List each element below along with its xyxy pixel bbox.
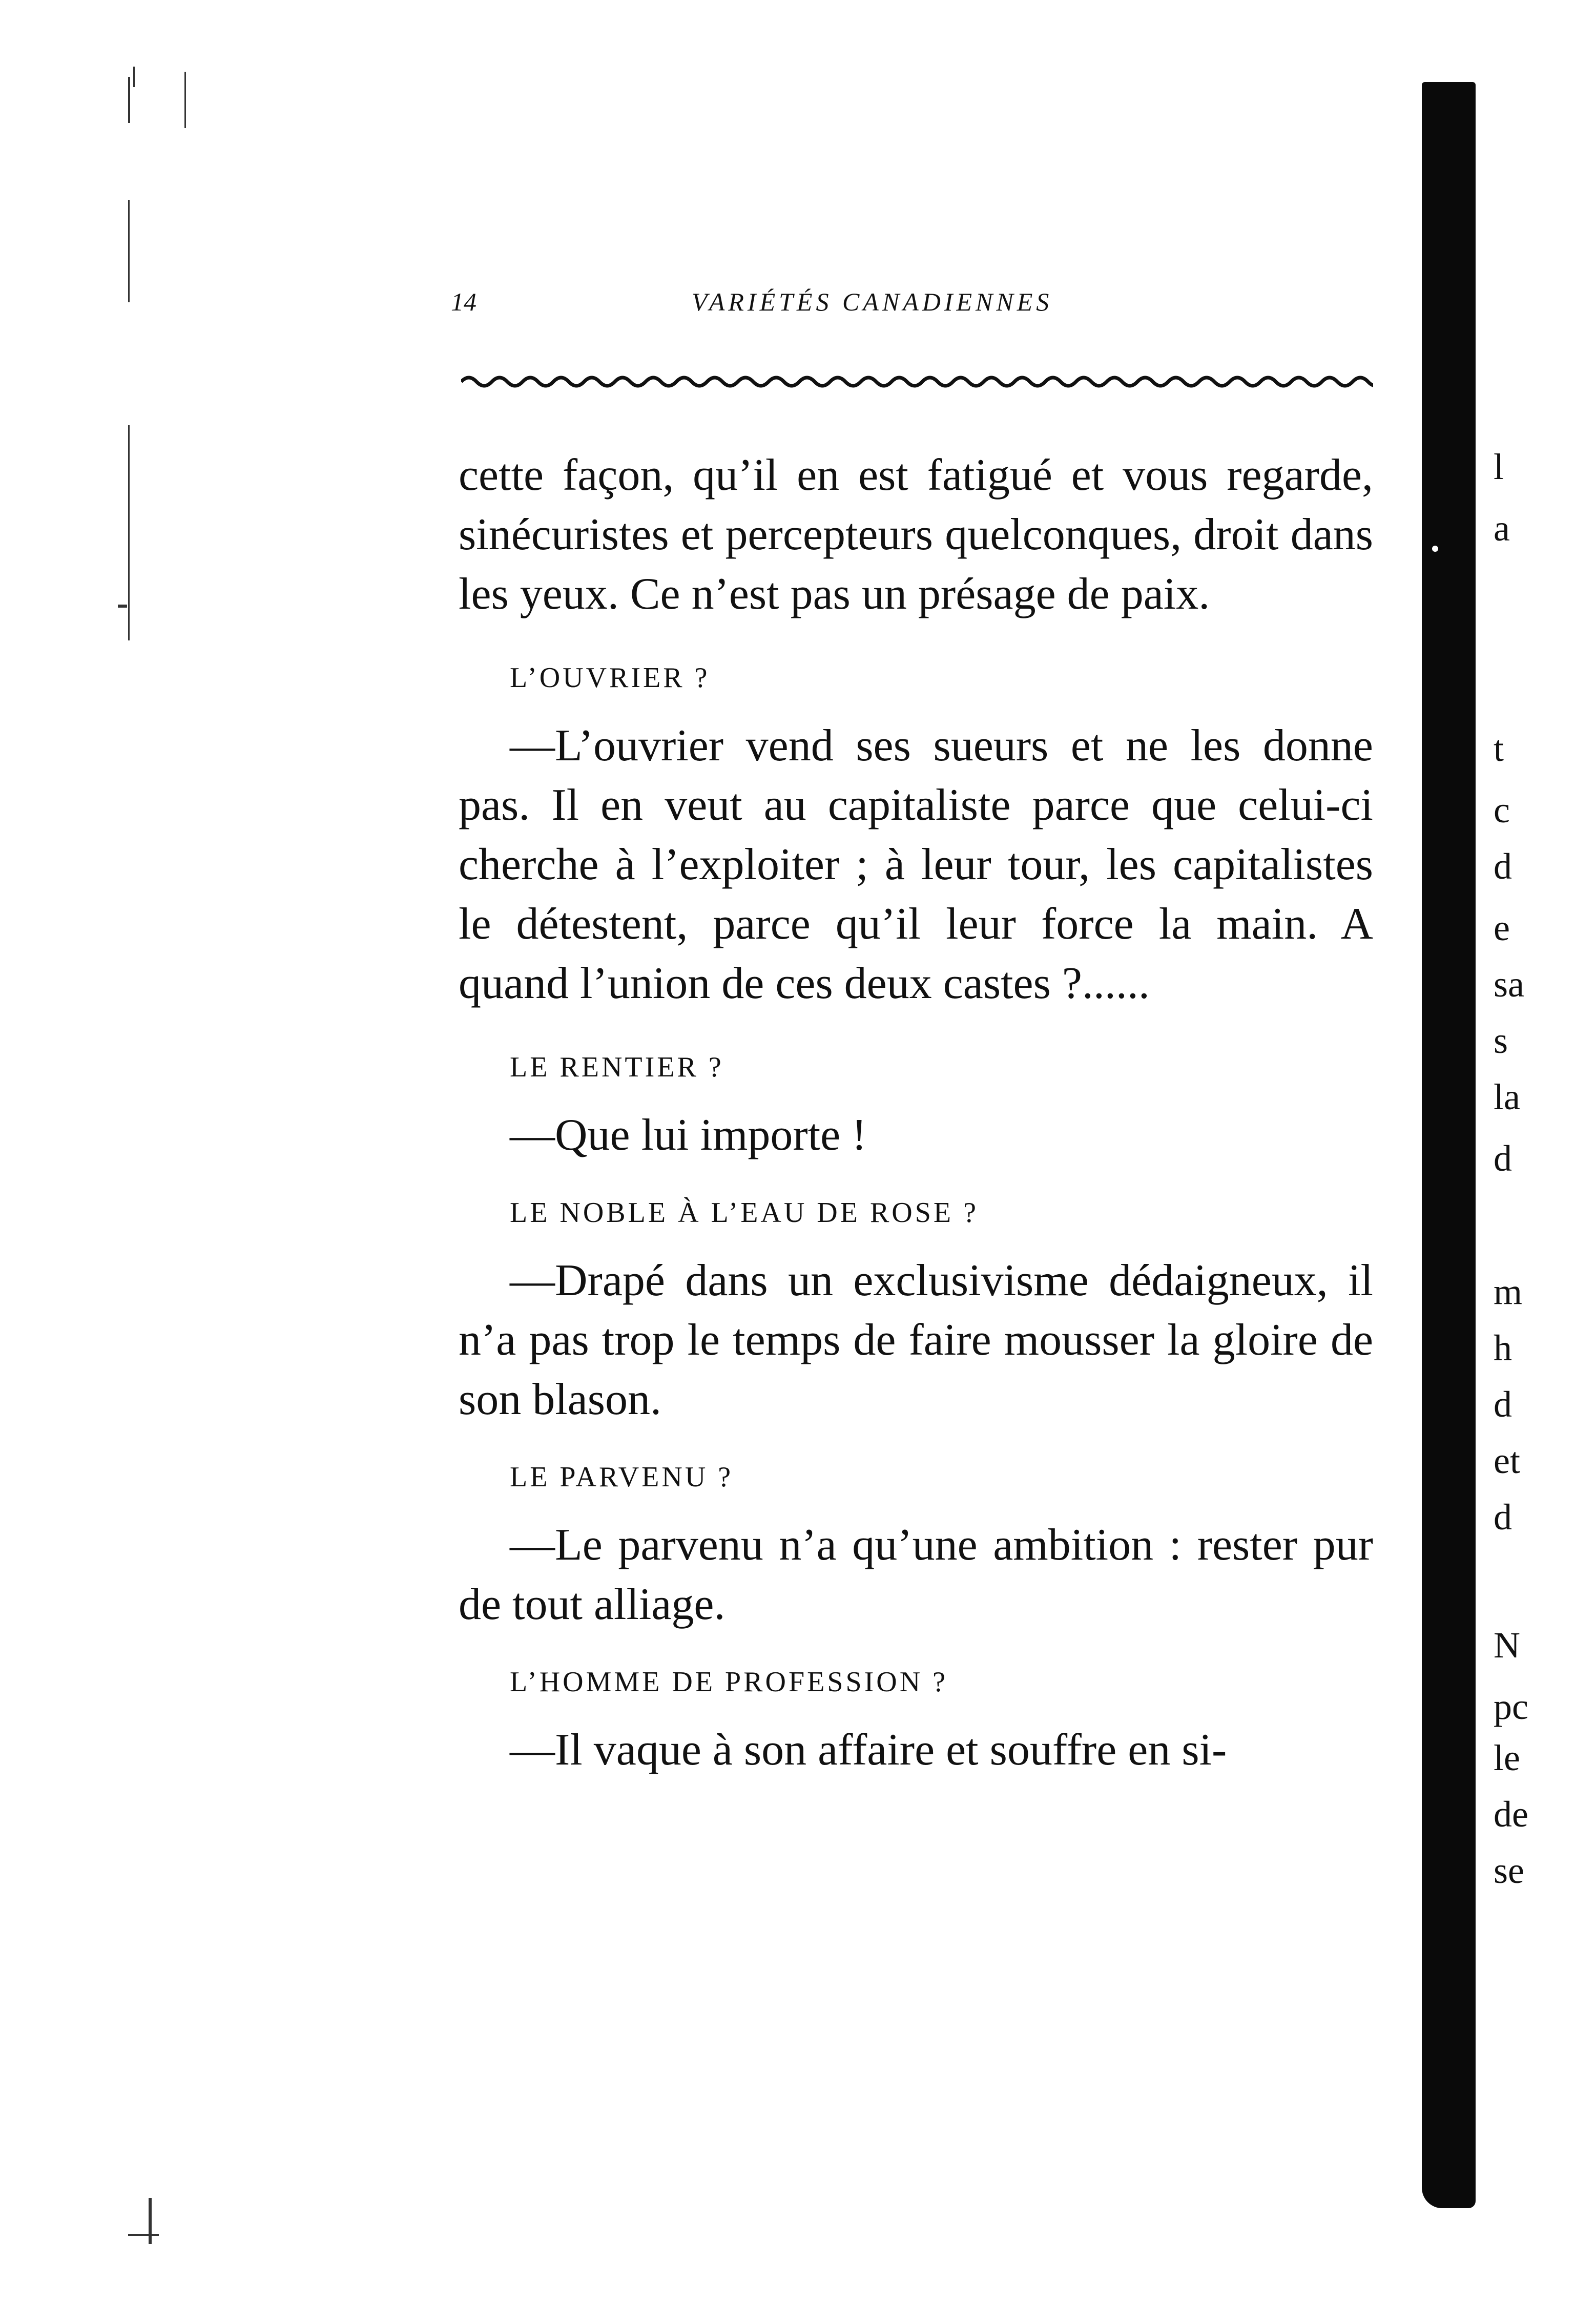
facing-page-fragment: et — [1494, 1440, 1520, 1481]
band-speck — [1432, 546, 1438, 552]
facing-page-fragment: t — [1494, 728, 1504, 769]
facing-page-fragment: de — [1494, 1794, 1528, 1835]
facing-page-fragment: l — [1494, 446, 1504, 487]
paragraph: —Que lui importe ! — [510, 1110, 867, 1160]
facing-page-fragment: d — [1494, 846, 1512, 887]
paragraph: —L’ouvrier vend ses sueurs et ne les donne pas. Il en veut au capitaliste parce que celui-ci cherche à l’exploiter ; à leur tour, les capitalistes le détestent, parce qu’il leur force la main. A quand l’union de ces deux castes ?...... — [459, 721, 1373, 1008]
page-number: 14 — [451, 287, 476, 316]
facing-page-fragment: d — [1494, 1384, 1512, 1425]
facing-page-fragment: m — [1494, 1271, 1523, 1312]
facing-page-fragment: e — [1494, 907, 1510, 948]
section-heading: L’HOMME DE PROFESSION ? — [510, 1666, 948, 1698]
gutter-shadow-band — [1422, 82, 1476, 2208]
facing-page-fragment: s — [1494, 1020, 1508, 1061]
section-heading: LE NOBLE À L’EAU DE ROSE ? — [510, 1197, 979, 1229]
facing-page-fragment: d — [1494, 1497, 1512, 1538]
section-heading: LE RENTIER ? — [510, 1051, 724, 1083]
facing-page-fragment: pc — [1494, 1686, 1528, 1727]
facing-page-fragment: la — [1494, 1076, 1520, 1117]
body-text — [459, 446, 1373, 1780]
facing-page-fragment: sa — [1494, 964, 1524, 1005]
paragraph: —Drapé dans un exclusivisme dédaigneux, il n’a pas trop le temps de faire mousser la gloire de son blason. — [459, 1256, 1373, 1424]
facing-page-fragment: se — [1494, 1850, 1524, 1891]
facing-page-fragment: le — [1494, 1737, 1520, 1778]
facing-page-fragment: h — [1494, 1327, 1512, 1368]
running-title: VARIÉTÉS CANADIENNES — [692, 287, 1053, 316]
wavy-rule-ornament — [461, 371, 1373, 392]
running-header — [451, 287, 1373, 333]
paragraph: cette façon, qu’il en est fatigué et vous regarde, sinécuristes et percepteurs quelconques, droit dans les yeux. Ce n’est pas un présage de paix. — [459, 450, 1373, 619]
paragraph: —Il vaque à son affaire et souffre en si- — [510, 1725, 1227, 1775]
facing-page-fragment: c — [1494, 790, 1510, 831]
facing-page-fragment: N — [1494, 1625, 1520, 1666]
paragraph: —Le parvenu n’a qu’une ambition : rester pur de tout alliage. — [459, 1520, 1373, 1629]
section-heading: L’OUVRIER ? — [510, 662, 710, 694]
section-heading: LE PARVENU ? — [510, 1461, 734, 1493]
facing-page-fragment: a — [1494, 508, 1510, 549]
facing-page-fragment: d — [1494, 1138, 1512, 1179]
scan-margin-noise — [128, 67, 220, 2295]
